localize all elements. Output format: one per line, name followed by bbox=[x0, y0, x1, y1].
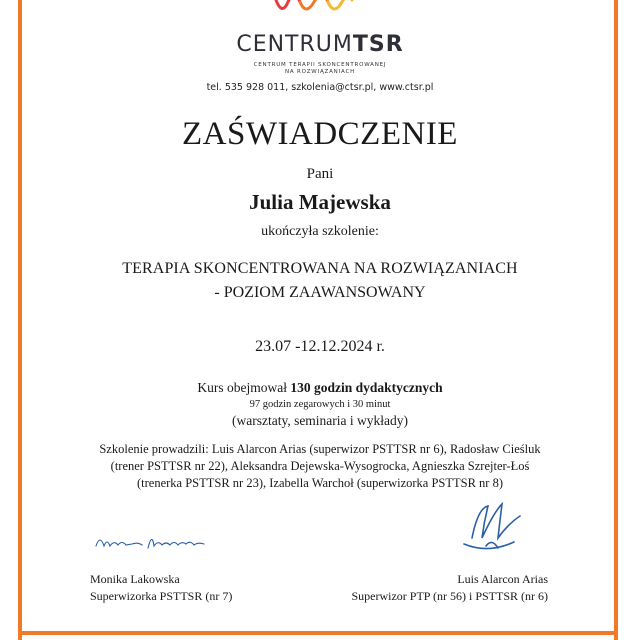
recipient-name: Julia Majewska bbox=[249, 190, 391, 214]
clock-hours: 97 godzin zegarowych i 30 minut bbox=[249, 399, 391, 410]
signatory-right-name: Luis Alarcon Arias bbox=[457, 572, 548, 586]
brand-logo-text: CENTRUMTSR bbox=[236, 32, 404, 57]
completed-text: ukończyła szkolenie: bbox=[261, 224, 379, 239]
logo-waves-icon bbox=[272, 0, 356, 18]
certificate-title: ZAŚWIADCZENIE bbox=[182, 116, 458, 152]
course-dates: 23.07 -12.12.2024 r. bbox=[255, 338, 385, 355]
orange-border-right bbox=[614, 0, 618, 640]
course-title-line2: - POZIOM ZAAWANSOWANY bbox=[214, 284, 426, 301]
brand-subtitle: CENTRUM TERAPII SKONCENTROWANEJ NA ROZWIĄZANIACH bbox=[253, 62, 387, 75]
signatory-left bbox=[90, 571, 232, 605]
trainers-list: Szkolenie prowadzili: Luis Alarcon Arias (superwizor PSTTSR nr 6), Radosław Cieśluk (trener PSTTSR nr 22), Aleksandra Dejewska-Wysogrocka, Agnieszka Szrejter-Łoś (trenerka PSTTSR nr 23), Izabella Warchoł (superwizorka PSTTSR nr 8) bbox=[99, 442, 541, 490]
course-hours: Kurs obejmował 130 godzin dydaktycznych bbox=[197, 380, 443, 395]
signatory-left-name: Monika Lakowska bbox=[90, 572, 180, 586]
orange-border-left bbox=[18, 0, 22, 640]
salutation: Pani bbox=[306, 166, 334, 182]
signatory-right-role: Superwizor PTP (nr 56) i PSTTSR (nr 6) bbox=[351, 589, 548, 603]
course-title-line1: TERAPIA SKONCENTROWANA NA ROZWIĄZANIACH bbox=[122, 260, 518, 277]
signatory-right bbox=[351, 571, 548, 605]
signature-right-image bbox=[458, 498, 538, 556]
signatory-left-role: Superwizorka PSTTSR (nr 7) bbox=[90, 589, 233, 603]
signature-left-image bbox=[92, 526, 212, 556]
orange-border-bottom bbox=[18, 631, 618, 635]
contact-info: tel. 535 928 011, szkolenia@ctsr.pl, www.ctsr.pl bbox=[206, 82, 434, 93]
course-forms: (warsztaty, seminaria i wykłady) bbox=[231, 413, 409, 428]
